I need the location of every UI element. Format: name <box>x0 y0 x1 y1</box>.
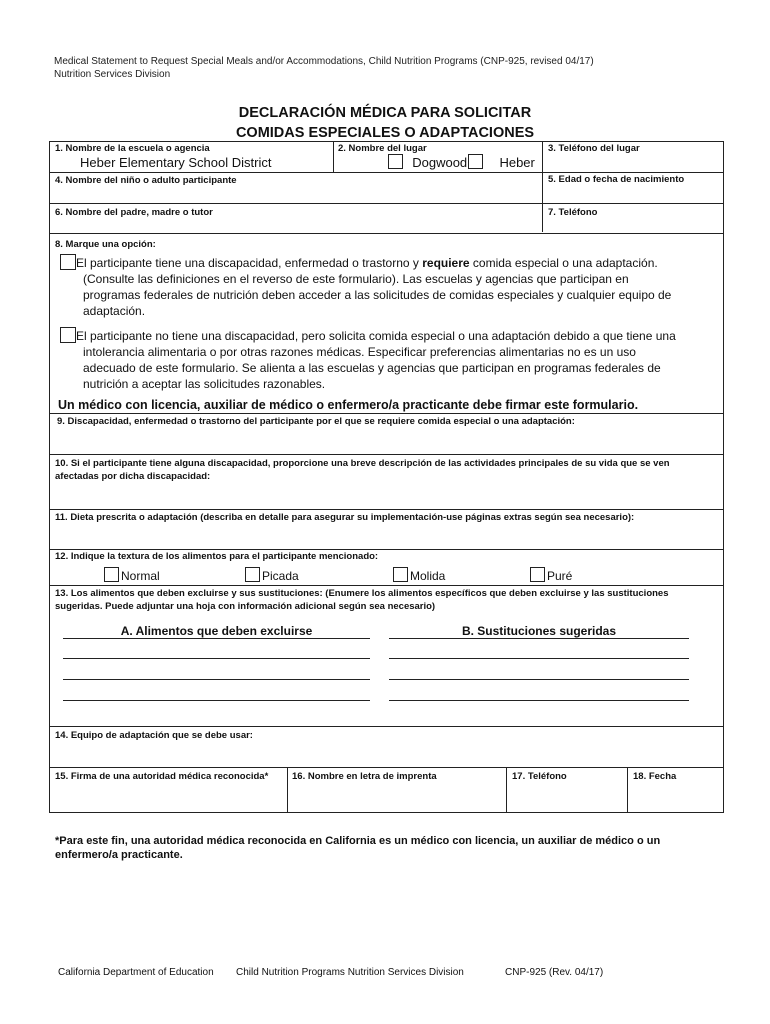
checkbox-normal[interactable] <box>104 567 119 582</box>
exclude-line-1[interactable] <box>63 658 370 659</box>
option-1-line-4: adaptación. <box>83 304 146 318</box>
option-1-line-3: programas federales de nutrición deben acceder a las solicitudes de comidas especiales y cualquier equipo de <box>83 288 672 302</box>
field-15-label: 15. Firma de una autoridad médica reconocida* <box>55 771 269 782</box>
field-10-label-line-2: afectadas por dicha discapacidad: <box>55 471 211 482</box>
exclude-line-2[interactable] <box>63 679 370 680</box>
texture-molida-label: Molida <box>410 569 446 583</box>
texture-normal-label: Normal <box>121 569 160 583</box>
column-a-underline <box>63 638 370 639</box>
substitute-line-3[interactable] <box>389 700 689 701</box>
option-1-line-1 <box>76 255 658 271</box>
checkbox-heber[interactable] <box>468 154 483 169</box>
texture-picada-label: Picada <box>262 569 299 583</box>
substitute-line-1[interactable] <box>389 658 689 659</box>
footnote-line-2: enfermero/a practicante. <box>55 849 183 861</box>
option-2-line-3: adecuado de este formulario. Se alienta a las escuelas y agencias que participan en programas federales de <box>83 361 661 375</box>
footer-right: CNP-925 (Rev. 04/17) <box>505 967 604 978</box>
page-title-line-2: COMIDAS ESPECIALES O ADAPTACIONES <box>235 125 535 141</box>
divider <box>506 767 507 812</box>
column-b-underline <box>389 638 689 639</box>
site-option-heber[interactable] <box>468 154 535 170</box>
row-divider <box>49 454 723 455</box>
field-2-label: 2. Nombre del lugar <box>338 143 427 154</box>
header-line-1: Medical Statement to Request Special Meals and/or Accommodations, Child Nutrition Programs (CNP-925, revised 04/17) <box>54 56 594 67</box>
field-7-label: 7. Teléfono <box>548 207 598 218</box>
form-border-bottom <box>49 812 724 813</box>
row-divider <box>49 172 723 173</box>
field-6-label: 6. Nombre del padre, madre o tutor <box>55 207 213 218</box>
physician-notice: Un médico con licencia, auxiliar de médico o enfermero/a practicante debe firmar este formulario. <box>58 398 639 412</box>
checkbox-pure[interactable] <box>530 567 545 582</box>
option-1-line-2: (Consulte las definiciones en el reverso de este formulario). Las escuelas y agencias que participan en <box>83 272 629 286</box>
field-4-label: 4. Nombre del niño o adulto participante <box>55 175 237 186</box>
option-1-emphasis: requiere <box>422 256 470 270</box>
field-8-label: 8. Marque una opción: <box>55 239 156 250</box>
option-2-line-1: El participante no tiene una discapacidad, pero solicita comida especial o una adaptación debido a que tiene una <box>76 329 676 343</box>
option-2-checkbox[interactable] <box>60 327 76 343</box>
texture-pure-label: Puré <box>547 569 573 583</box>
row-divider <box>49 413 723 414</box>
field-16-label: 16. Nombre en letra de imprenta <box>292 771 437 782</box>
form-border-top <box>49 141 723 142</box>
checkbox-dogwood[interactable] <box>388 154 403 169</box>
option-1-text: El participante tiene una discapacidad, enfermedad o trastorno y <box>76 256 423 270</box>
checkbox-molida[interactable] <box>393 567 408 582</box>
footnote-line-1: *Para este fin, una autoridad médica reconocida en California es un médico con licencia, un auxiliar de médico o un <box>55 835 661 847</box>
divider <box>542 141 543 232</box>
option-2-line-2: intolerancia alimentaria o por otras razones médicas. Especificar preferencias alimentarias no es un uso <box>83 345 636 359</box>
option-1-text-end: comida especial o una adaptación. <box>469 256 658 270</box>
row-divider <box>49 726 723 727</box>
option-2-line-4: nutrición a aceptar las solicitudes razonables. <box>83 377 326 391</box>
column-b-heading: B. Sustituciones sugeridas <box>461 624 617 638</box>
field-3-label: 3. Teléfono del lugar <box>548 143 640 154</box>
divider <box>627 767 628 812</box>
option-1-checkbox[interactable] <box>60 254 76 270</box>
field-18-label: 18. Fecha <box>633 771 677 782</box>
form-border-left <box>49 141 50 812</box>
texture-option-molida[interactable] <box>393 567 445 583</box>
row-divider <box>49 509 723 510</box>
divider <box>287 767 288 812</box>
field-10-label-line-1: 10. Si el participante tiene alguna discapacidad, proporcione una breve descripción de las actividades principales de su vida que se ven <box>55 458 670 469</box>
school-name-value[interactable]: Heber Elementary School District <box>80 155 272 170</box>
field-1-label: 1. Nombre de la escuela o agencia <box>55 143 210 154</box>
site-option-heber-label: Heber <box>499 155 535 170</box>
checkbox-picada[interactable] <box>245 567 260 582</box>
row-divider <box>49 549 723 550</box>
field-5-label: 5. Edad o fecha de nacimiento <box>548 174 685 185</box>
footer-left: California Department of Education <box>58 967 214 978</box>
texture-option-normal[interactable] <box>104 567 160 583</box>
row-divider <box>49 233 723 234</box>
form-border-right <box>723 141 724 812</box>
page-title-line-1: DECLARACIÓN MÉDICA PARA SOLICITAR <box>238 105 532 121</box>
field-12-label: 12. Indique la textura de los alimentos para el participante mencionado: <box>55 551 379 562</box>
exclude-line-3[interactable] <box>63 700 370 701</box>
row-divider <box>49 585 723 586</box>
field-14-label: 14. Equipo de adaptación que se debe usar: <box>55 730 253 741</box>
footer-middle: Child Nutrition Programs Nutrition Services Division <box>236 967 464 978</box>
site-option-dogwood-label: Dogwood <box>412 155 468 170</box>
field-13-label-line-2: sugeridas. Puede adjuntar una hoja con información adicional según sea necesario) <box>55 601 436 612</box>
field-9-label: 9. Discapacidad, enfermedad o trastorno del participante por el que se requiere comida especial o una adaptación: <box>57 416 575 427</box>
field-13-label-line-1: 13. Los alimentos que deben excluirse y sus sustituciones: (Enumere los alimentos específicos que deben excluirse y las sustituciones <box>55 588 669 599</box>
site-option-dogwood[interactable] <box>388 154 467 170</box>
row-divider <box>49 767 723 768</box>
field-17-label: 17. Teléfono <box>512 771 567 782</box>
substitute-line-2[interactable] <box>389 679 689 680</box>
divider <box>333 141 334 172</box>
column-a-heading: A. Alimentos que deben excluirse <box>120 624 313 638</box>
header-line-2: Nutrition Services Division <box>54 69 171 80</box>
row-divider <box>49 203 723 204</box>
texture-option-pure[interactable] <box>530 567 572 583</box>
field-11-label: 11. Dieta prescrita o adaptación (describa en detalle para asegurar su implementación-use páginas extras según sea necesario): <box>55 512 635 523</box>
texture-option-picada[interactable] <box>245 567 299 583</box>
